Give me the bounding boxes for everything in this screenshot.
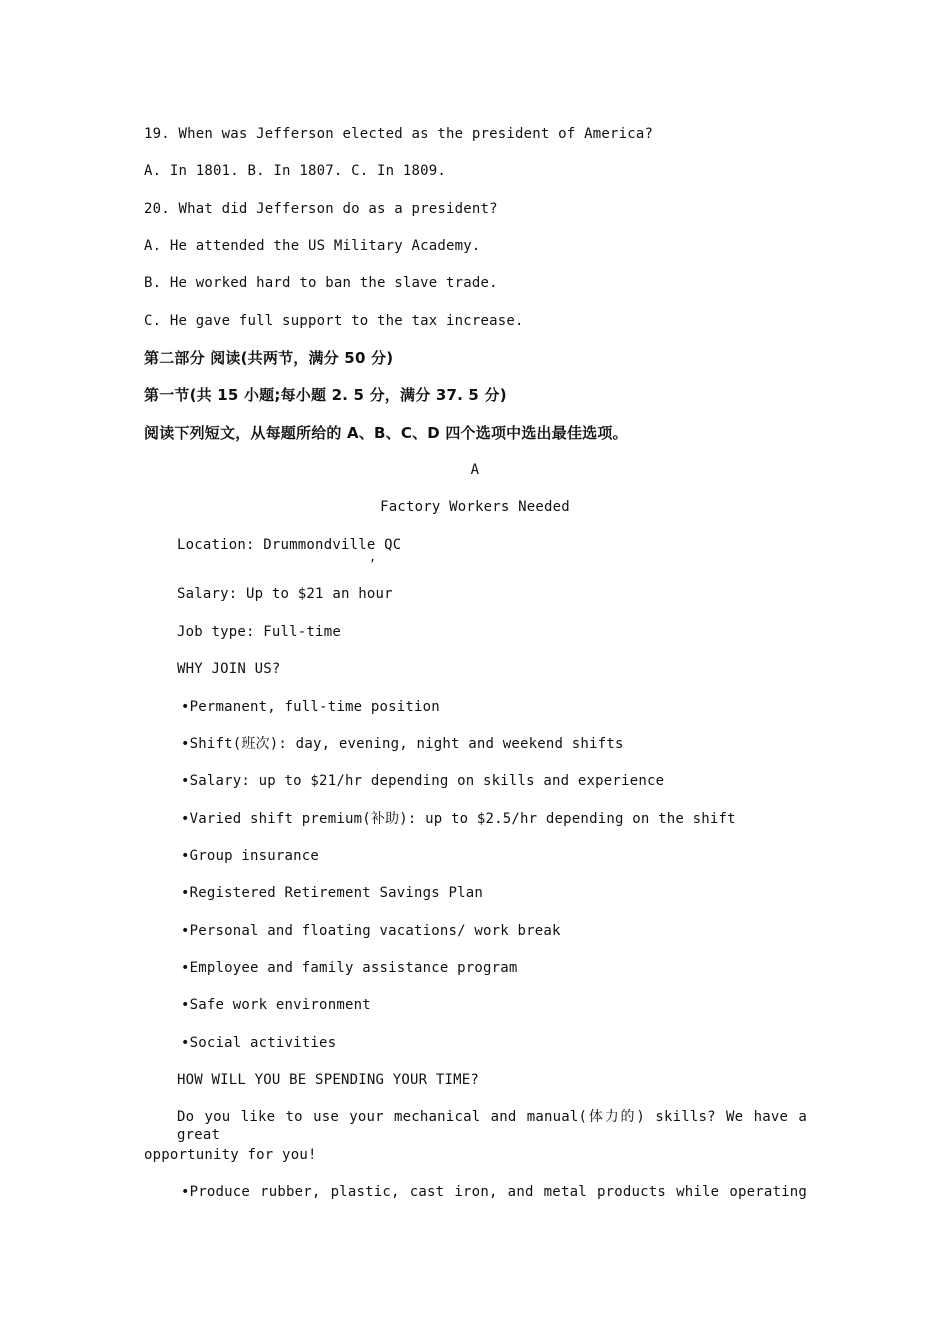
- intro-line-2: opportunity for you!: [144, 1147, 317, 1163]
- question-20-option-b: B. He worked hard to ban the slave trade.: [144, 275, 498, 291]
- question-20-option-a: A. He attended the US Military Academy.: [144, 238, 481, 254]
- job-salary: Salary: Up to $21 an hour: [177, 586, 393, 602]
- location-comma: ,: [369, 550, 377, 564]
- question-20-option-c: C. He gave full support to the tax increase.: [144, 313, 524, 329]
- instruction-text: 阅读下列短文，从每题所给的 A、B、C、D 四个选项中选出最佳选项。: [144, 424, 628, 442]
- list-item: •Social activities: [181, 1035, 337, 1051]
- list-item: •Shift(班次): day, evening, night and weekend shifts: [181, 736, 624, 752]
- list-item: •Personal and floating vacations/ work break: [181, 923, 561, 939]
- list-item: •Permanent, full-time position: [181, 699, 440, 715]
- list-item: •Safe work environment: [181, 997, 371, 1013]
- why-join-heading: WHY JOIN US?: [177, 661, 281, 677]
- time-heading: HOW WILL YOU BE SPENDING YOUR TIME?: [177, 1072, 480, 1088]
- section-heading: 第一节(共 15 小题;每小题 2. 5 分，满分 37. 5 分): [144, 386, 507, 404]
- list-item: •Employee and family assistance program: [181, 960, 518, 976]
- question-19-stem: 19. When was Jefferson elected as the president of America?: [144, 126, 654, 142]
- part-heading: 第二部分 阅读(共两节，满分 50 分): [144, 349, 394, 367]
- list-item: •Salary: up to $21/hr depending on skills and experience: [181, 773, 665, 789]
- job-type: Job type: Full-time: [177, 624, 341, 640]
- list-item: •Registered Retirement Savings Plan: [181, 885, 484, 901]
- job-location: Location: Drummondville QC: [177, 537, 402, 553]
- task-line-1: •Produce rubber, plastic, cast iron, and metal products while operating: [181, 1184, 807, 1200]
- question-19-options: A. In 1801. B. In 1807. C. In 1809.: [144, 163, 447, 179]
- passage-letter: A: [470, 462, 480, 478]
- passage-title: Factory Workers Needed: [380, 499, 570, 515]
- intro-line-1: Do you like to use your mechanical and manual(体力的) skills? We have a great: [177, 1109, 807, 1143]
- list-item: •Group insurance: [181, 848, 320, 864]
- list-item: •Varied shift premium(补助): up to $2.5/hr depending on the shift: [181, 811, 736, 827]
- question-20-stem: 20. What did Jefferson do as a president?: [144, 201, 498, 217]
